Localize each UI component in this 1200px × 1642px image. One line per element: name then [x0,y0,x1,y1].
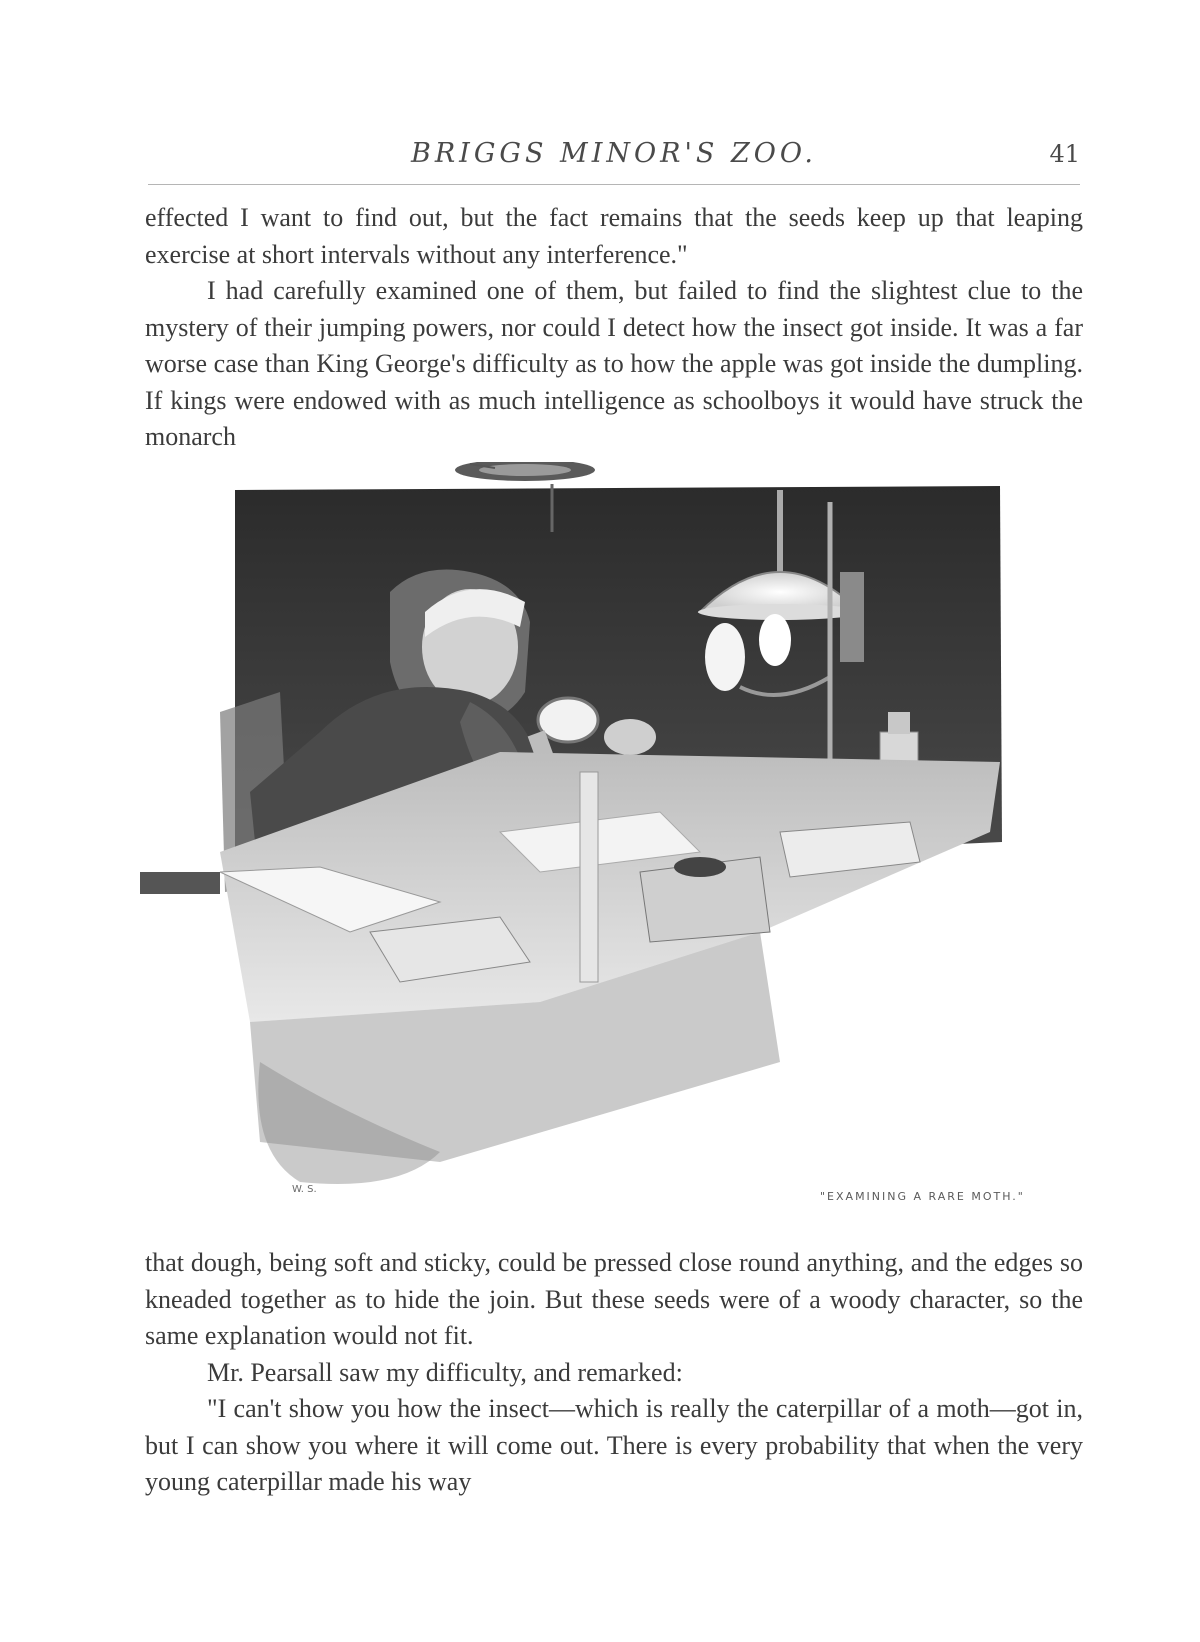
top-text-block [145,200,1083,456]
paragraph: Mr. Pearsall saw my difficulty, and remarked: [207,1357,683,1387]
illustration [140,462,1060,1232]
paragraph: I had carefully examined one of them, but failed to find the slightest clue to the mystery of their jumping powers, nor could I detect how the insect got inside. It was a far worse case than King George's difficulty as to how the apple was got inside the dumpling. If kings were endowed with as much intelligence as schoolboys it would have struck the monarch [145,276,1083,451]
illustration-caption: "EXAMINING A RARE MOTH." [820,1190,1025,1203]
page-header [148,138,1080,178]
paragraph: "I can't show you how the insect—which is really the caterpillar of a moth—got in, but I can show you where it will come out. There is every probability that when the very young caterpillar made his way [145,1394,1083,1496]
running-title: BRIGGS MINOR'S ZOO. [411,138,817,169]
bottom-text-block [145,1245,1083,1501]
paragraph-continuation: that dough, being soft and sticky, could be pressed close round anything, and the edges so kneaded together as to hide the join. But these seeds were of a woody character, so the same explanation would not fit. [145,1248,1083,1350]
illustration-drawing [140,462,1060,1232]
artist-signature: W. S. [292,1184,317,1195]
header-rule [148,184,1080,185]
page-number: 41 [1049,140,1080,168]
paragraph-continuation: effected I want to find out, but the fact remains that the seeds keep up that leaping exercise at short intervals without any interference." [145,203,1083,269]
